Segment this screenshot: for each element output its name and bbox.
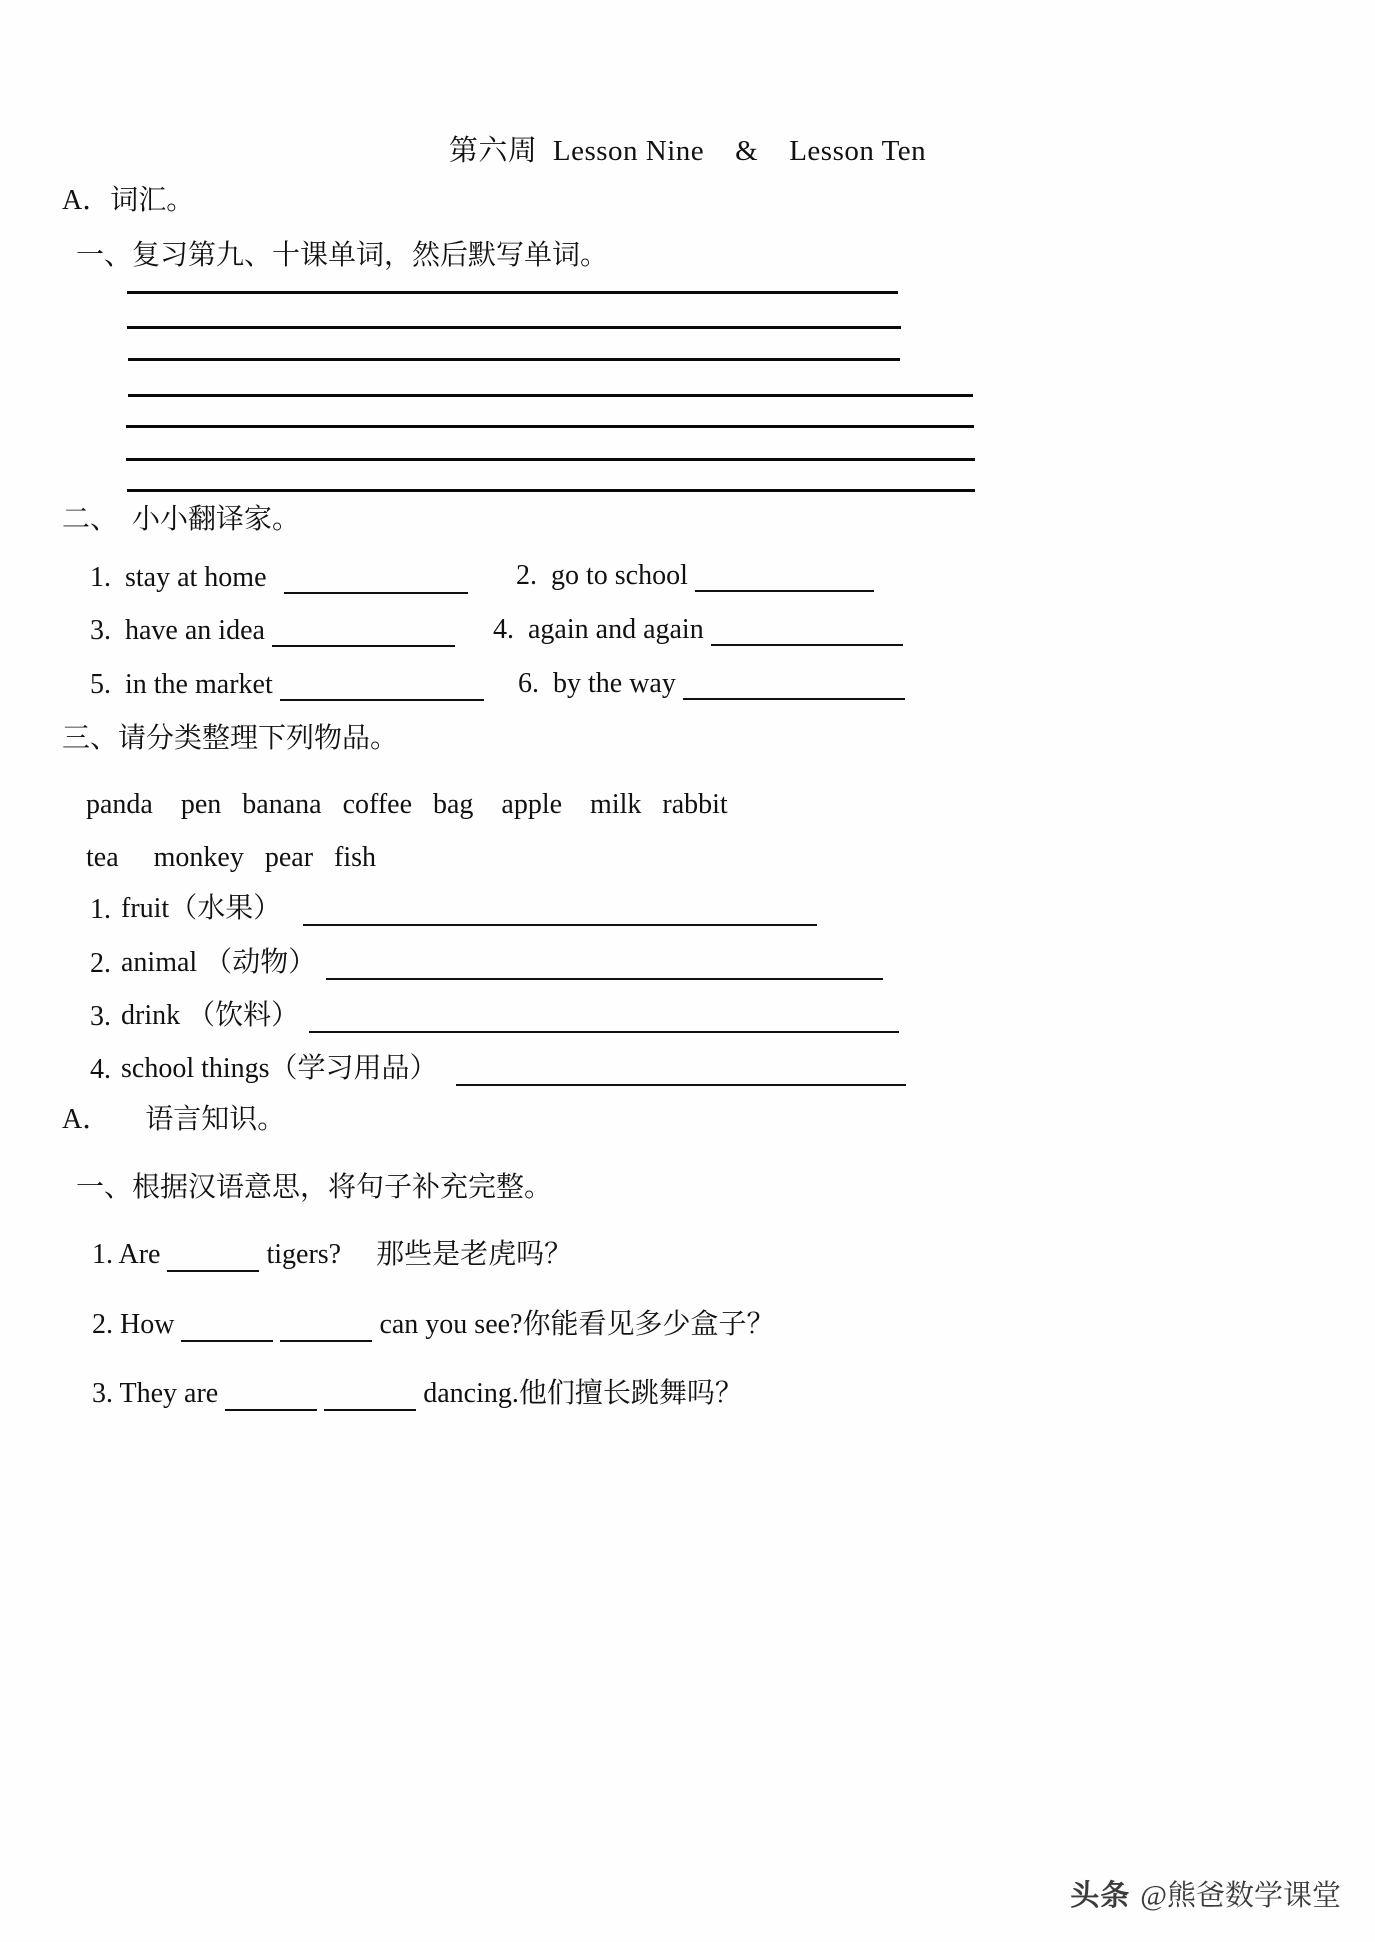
category-label: drink （饮料） [121, 1000, 300, 1031]
sentence-after: can you see?你能看见多少盒子？ [379, 1309, 775, 1340]
writing-line[interactable] [126, 458, 975, 461]
item-number: 6. [518, 668, 539, 699]
category-row-2 [90, 940, 883, 980]
sentence-row-3 [92, 1371, 743, 1411]
item-phrase: have an idea [125, 615, 265, 646]
writing-line[interactable] [127, 291, 898, 294]
word-bank-line-2: tea monkey pear fish [86, 842, 377, 873]
exercise-2-heading: 二、 小小翻译家。 [62, 504, 301, 535]
translate-item-6 [518, 668, 905, 700]
category-row-3 [90, 993, 899, 1033]
word-bank-line-1: panda pen banana coffee bag apple milk rabbit [86, 789, 728, 820]
item-phrase: stay at home [125, 562, 267, 593]
item-number: 3. [92, 1378, 113, 1409]
toutiao-logo-icon: 头条 [1070, 1880, 1131, 1912]
exercise-3-heading: 三、请分类整理下列物品。 [62, 723, 399, 754]
item-number: 2. [92, 1309, 113, 1340]
answer-blank[interactable] [225, 1380, 317, 1411]
watermark [1070, 1873, 1341, 1914]
writing-line[interactable] [127, 489, 975, 492]
answer-blank[interactable] [456, 1055, 906, 1086]
writing-line[interactable] [126, 425, 974, 428]
translate-item-3 [90, 615, 455, 647]
answer-blank[interactable] [683, 669, 905, 700]
answer-blank[interactable] [303, 895, 817, 926]
translate-item-5 [90, 669, 484, 701]
watermark-text: @熊爸数学课堂 [1140, 1880, 1341, 1912]
item-number: 3. [90, 615, 111, 646]
answer-blank[interactable] [324, 1380, 416, 1411]
sentence-before: How [120, 1309, 182, 1340]
item-number: 5. [90, 669, 111, 700]
item-number: 4. [90, 1054, 111, 1085]
exercise-1-heading: 一、复习第九、十课单词，然后默写单词。 [76, 240, 609, 271]
writing-line[interactable] [128, 394, 973, 397]
sentence-after: 那些是老虎吗？ [376, 1239, 573, 1270]
translate-item-4 [493, 614, 903, 646]
item-number: 3. [90, 1001, 111, 1032]
answer-blank[interactable] [167, 1241, 259, 1272]
answer-blank[interactable] [280, 1311, 372, 1342]
category-label: animal （动物） [121, 947, 317, 978]
section-heading-language-knowledge: A． 语言知识。 [62, 1104, 286, 1135]
answer-blank[interactable] [309, 1002, 899, 1033]
sentence-row-2 [92, 1302, 775, 1342]
writing-line[interactable] [127, 326, 901, 329]
item-number: 4. [493, 614, 514, 645]
item-number: 2. [90, 948, 111, 979]
translate-item-2 [516, 560, 874, 592]
sentence-before: They are [119, 1378, 226, 1409]
writing-line[interactable] [128, 358, 900, 361]
answer-blank[interactable] [181, 1311, 273, 1342]
category-label: school things（学习用品） [121, 1053, 438, 1084]
category-label: fruit（水果） [121, 893, 282, 924]
translate-item-1 [90, 562, 468, 594]
item-phrase: in the market [125, 669, 273, 700]
item-phrase: again and again [528, 614, 704, 645]
sentence-before: Are [118, 1239, 168, 1270]
answer-blank[interactable] [272, 616, 455, 647]
answer-blank[interactable] [695, 561, 874, 592]
answer-blank[interactable] [326, 949, 883, 980]
sentence-mid: tigers? [266, 1239, 370, 1270]
item-number: 1. [92, 1239, 113, 1270]
item-number: 1. [90, 894, 111, 925]
item-number: 2. [516, 560, 537, 591]
page-title: 第六周 Lesson Nine & Lesson Ten [448, 135, 927, 167]
item-phrase: go to school [551, 560, 688, 591]
section-heading-vocabulary: A．词汇。 [62, 185, 195, 216]
sentence-row-1 [92, 1232, 572, 1272]
exercise-4-heading: 一、根据汉语意思，将句子补充完整。 [76, 1172, 553, 1203]
category-row-4 [90, 1046, 906, 1086]
answer-blank[interactable] [711, 615, 903, 646]
item-number: 1. [90, 562, 111, 593]
category-row-1 [90, 886, 817, 926]
answer-blank[interactable] [280, 670, 484, 701]
item-phrase: by the way [553, 668, 676, 699]
answer-blank[interactable] [284, 563, 468, 594]
sentence-after: dancing.他们擅长跳舞吗？ [423, 1378, 743, 1409]
